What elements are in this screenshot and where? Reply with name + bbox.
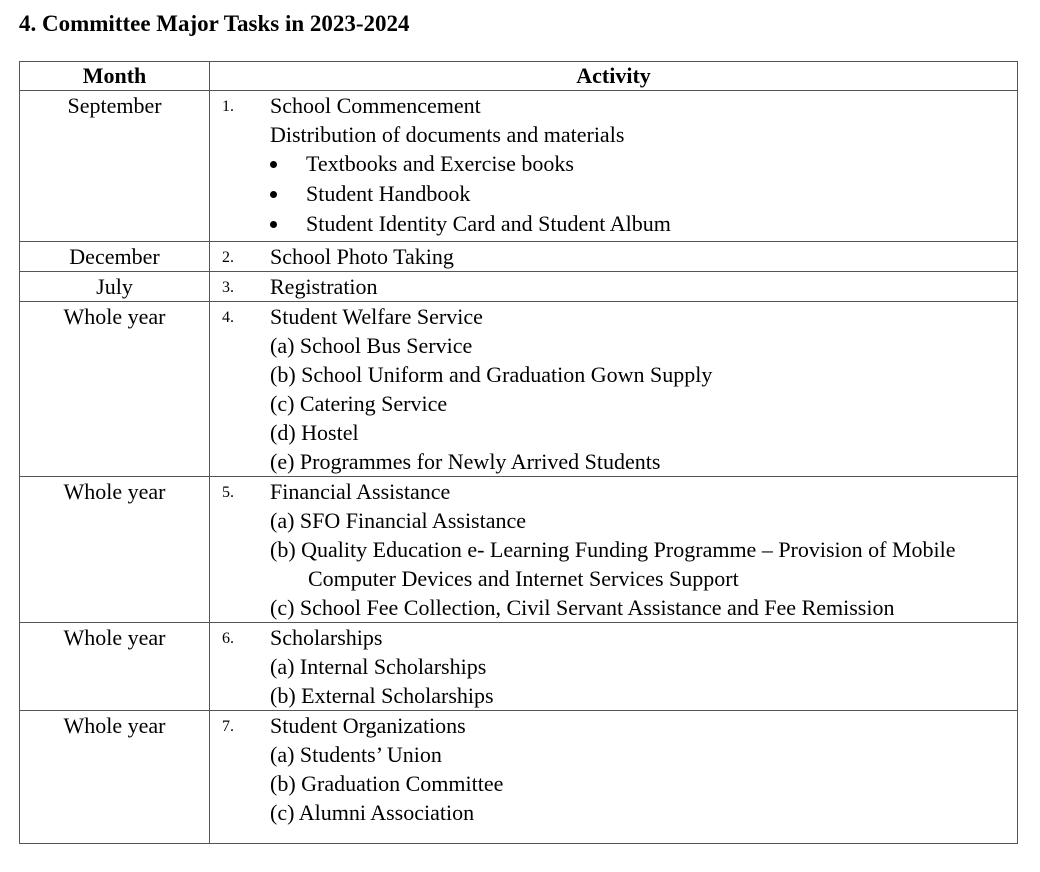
activity-subtitle: Distribution of documents and materials bbox=[270, 122, 625, 147]
bullet-list bbox=[270, 149, 1017, 239]
activity-title: Registration bbox=[270, 274, 378, 299]
sub-item: (c) Alumni Association bbox=[270, 800, 475, 825]
bullet-icon bbox=[270, 161, 277, 168]
item-number: 4. bbox=[222, 309, 234, 326]
bullet-item: Textbooks and Exercise books bbox=[270, 149, 1017, 179]
table-row bbox=[20, 272, 1018, 302]
item-number: 7. bbox=[222, 718, 234, 735]
month-cell: July bbox=[20, 272, 210, 302]
item-number: 6. bbox=[222, 630, 234, 647]
table-row bbox=[20, 477, 1018, 623]
table-header-row bbox=[20, 62, 1018, 91]
sub-item: (c) Catering Service bbox=[270, 391, 448, 416]
activity-cell bbox=[210, 91, 1018, 242]
sub-item: (c) School Fee Collection, Civil Servant Assistance and Fee Remission bbox=[270, 595, 895, 620]
activity-cell bbox=[210, 302, 1018, 477]
sub-item: (a) School Bus Service bbox=[270, 333, 473, 358]
month-column-header: Month bbox=[20, 62, 210, 91]
table-row bbox=[20, 623, 1018, 711]
sub-item: (e) Programmes for Newly Arrived Students bbox=[270, 449, 661, 474]
activity-cell bbox=[210, 242, 1018, 272]
activity-title: Financial Assistance bbox=[270, 479, 451, 504]
tasks-table bbox=[19, 61, 1018, 844]
bullet-item: Student Identity Card and Student Album bbox=[270, 209, 1017, 239]
activity-title: Scholarships bbox=[270, 625, 383, 650]
bullet-icon bbox=[270, 221, 277, 228]
sub-item: (b) Quality Education e- Learning Funding Programme – Provision of Mobile Computer Devices and Internet Services Support bbox=[270, 537, 956, 591]
item-number: 2. bbox=[222, 249, 234, 266]
activity-cell bbox=[210, 477, 1018, 623]
month-cell: Whole year bbox=[20, 302, 210, 477]
activity-column-header: Activity bbox=[210, 62, 1018, 91]
month-cell: Whole year bbox=[20, 711, 210, 844]
item-number: 5. bbox=[222, 484, 234, 501]
activity-title: Student Welfare Service bbox=[270, 304, 483, 329]
month-cell: September bbox=[20, 91, 210, 242]
table-row bbox=[20, 242, 1018, 272]
section-heading: 4. Committee Major Tasks in 2023-2024 bbox=[19, 11, 410, 36]
table-row bbox=[20, 91, 1018, 242]
activity-title: Student Organizations bbox=[270, 713, 466, 738]
sub-item: (b) External Scholarships bbox=[270, 683, 494, 708]
activity-title: School Photo Taking bbox=[270, 244, 454, 269]
activity-cell bbox=[210, 272, 1018, 302]
sub-item: (b) Graduation Committee bbox=[270, 771, 504, 796]
activity-cell bbox=[210, 711, 1018, 844]
bullet-item: Student Handbook bbox=[270, 179, 1017, 209]
sub-item: (a) SFO Financial Assistance bbox=[270, 508, 527, 533]
item-number: 1. bbox=[222, 98, 234, 115]
bullet-icon bbox=[270, 191, 277, 198]
activity-title: School Commencement bbox=[270, 93, 481, 118]
table-row bbox=[20, 302, 1018, 477]
month-cell: Whole year bbox=[20, 477, 210, 623]
activity-cell bbox=[210, 623, 1018, 711]
sub-item: (b) School Uniform and Graduation Gown Supply bbox=[270, 362, 713, 387]
sub-item: (a) Internal Scholarships bbox=[270, 654, 487, 679]
sub-item: (a) Students’ Union bbox=[270, 742, 442, 767]
month-cell: December bbox=[20, 242, 210, 272]
item-number: 3. bbox=[222, 279, 234, 296]
month-cell: Whole year bbox=[20, 623, 210, 711]
sub-item: (d) Hostel bbox=[270, 420, 359, 445]
table-row bbox=[20, 711, 1018, 844]
